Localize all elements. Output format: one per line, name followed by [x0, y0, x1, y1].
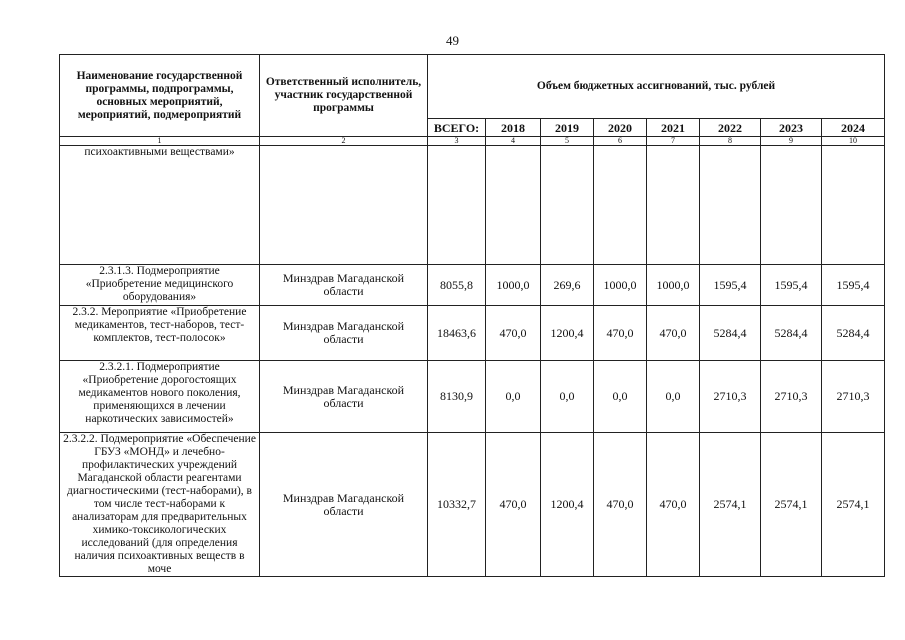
row-name: 2.3.2.1. Подмероприятие «Приобретение дорогостоящих медикаментов нового поколения, применяющихся в лечении наркотических зависимостей»	[60, 361, 260, 433]
column-number-row	[60, 137, 885, 146]
row-value: 2574,1	[761, 433, 822, 577]
row-value: 0,0	[647, 361, 700, 433]
budget-table	[59, 54, 885, 577]
row-value: 1000,0	[594, 265, 647, 306]
row-value: 470,0	[594, 433, 647, 577]
column-number: 3	[428, 137, 486, 146]
row-value: 5284,4	[822, 306, 885, 361]
header-col-name: Наименование государственной программы, подпрограммы, основных мероприятий, мероприятий, подмероприятий	[60, 55, 260, 137]
row-value: 2574,1	[822, 433, 885, 577]
row-value	[541, 146, 594, 265]
row-value: 1200,4	[541, 306, 594, 361]
row-value	[647, 146, 700, 265]
header-year: 2023	[761, 119, 822, 137]
row-name: 2.3.2.2. Подмероприятие «Обеспечение ГБУЗ «МОНД» и лечебно-профилактических учреждений Магаданской области реагентами диагностическими (тест-наборами), в том числе тест-наборами к анализаторам для предварительных химико-токсикологических исследований (для определения наличия психоактивных веществ в моче	[60, 433, 260, 577]
row-value	[761, 146, 822, 265]
header-total: ВСЕГО:	[428, 119, 486, 137]
row-total: 8055,8	[428, 265, 486, 306]
column-number: 1	[60, 137, 260, 146]
row-value: 1200,4	[541, 433, 594, 577]
row-total: 10332,7	[428, 433, 486, 577]
table-row	[60, 265, 885, 306]
column-number: 7	[647, 137, 700, 146]
header-year: 2021	[647, 119, 700, 137]
row-value: 1595,4	[822, 265, 885, 306]
row-value	[822, 146, 885, 265]
row-value: 269,6	[541, 265, 594, 306]
row-value: 2710,3	[700, 361, 761, 433]
row-value: 470,0	[647, 306, 700, 361]
column-number: 4	[486, 137, 541, 146]
row-value	[700, 146, 761, 265]
table-row	[60, 433, 885, 577]
row-value: 2574,1	[700, 433, 761, 577]
row-responsible: Минздрав Магаданской области	[260, 433, 428, 577]
row-responsible: Минздрав Магаданской области	[260, 306, 428, 361]
row-name: психоактивными веществами»	[60, 146, 260, 265]
header-year: 2022	[700, 119, 761, 137]
column-number: 9	[761, 137, 822, 146]
row-total	[428, 146, 486, 265]
column-number: 6	[594, 137, 647, 146]
row-value: 1595,4	[761, 265, 822, 306]
row-value: 0,0	[541, 361, 594, 433]
table-row	[60, 146, 885, 265]
row-responsible: Минздрав Магаданской области	[260, 361, 428, 433]
header-year: 2024	[822, 119, 885, 137]
row-value: 2710,3	[761, 361, 822, 433]
row-value: 1000,0	[486, 265, 541, 306]
column-number: 8	[700, 137, 761, 146]
row-value: 470,0	[486, 433, 541, 577]
column-number: 10	[822, 137, 885, 146]
row-value: 1000,0	[647, 265, 700, 306]
row-value: 5284,4	[761, 306, 822, 361]
header-year: 2018	[486, 119, 541, 137]
header-col-responsible: Ответственный исполнитель, участник государственной программы	[260, 55, 428, 137]
header-year: 2020	[594, 119, 647, 137]
row-value	[594, 146, 647, 265]
column-number: 2	[260, 137, 428, 146]
table-row	[60, 306, 885, 361]
row-value: 2710,3	[822, 361, 885, 433]
row-total: 18463,6	[428, 306, 486, 361]
row-total: 8130,9	[428, 361, 486, 433]
row-value: 470,0	[486, 306, 541, 361]
row-value: 0,0	[486, 361, 541, 433]
row-value: 1595,4	[700, 265, 761, 306]
page-number: 49	[446, 33, 459, 48]
row-value: 0,0	[594, 361, 647, 433]
row-value: 470,0	[647, 433, 700, 577]
row-responsible	[260, 146, 428, 265]
row-responsible: Минздрав Магаданской области	[260, 265, 428, 306]
header-budget: Объем бюджетных ассигнований, тыс. рублей	[428, 55, 885, 119]
row-name: 2.3.1.3. Подмероприятие «Приобретение медицинского оборудования»	[60, 265, 260, 306]
column-number: 5	[541, 137, 594, 146]
table-row	[60, 361, 885, 433]
row-value: 470,0	[594, 306, 647, 361]
row-name: 2.3.2. Мероприятие «Приобретение медикаментов, тест-наборов, тест-комплектов, тест-полосок»	[60, 306, 260, 361]
header-year: 2019	[541, 119, 594, 137]
row-value	[486, 146, 541, 265]
row-value: 5284,4	[700, 306, 761, 361]
